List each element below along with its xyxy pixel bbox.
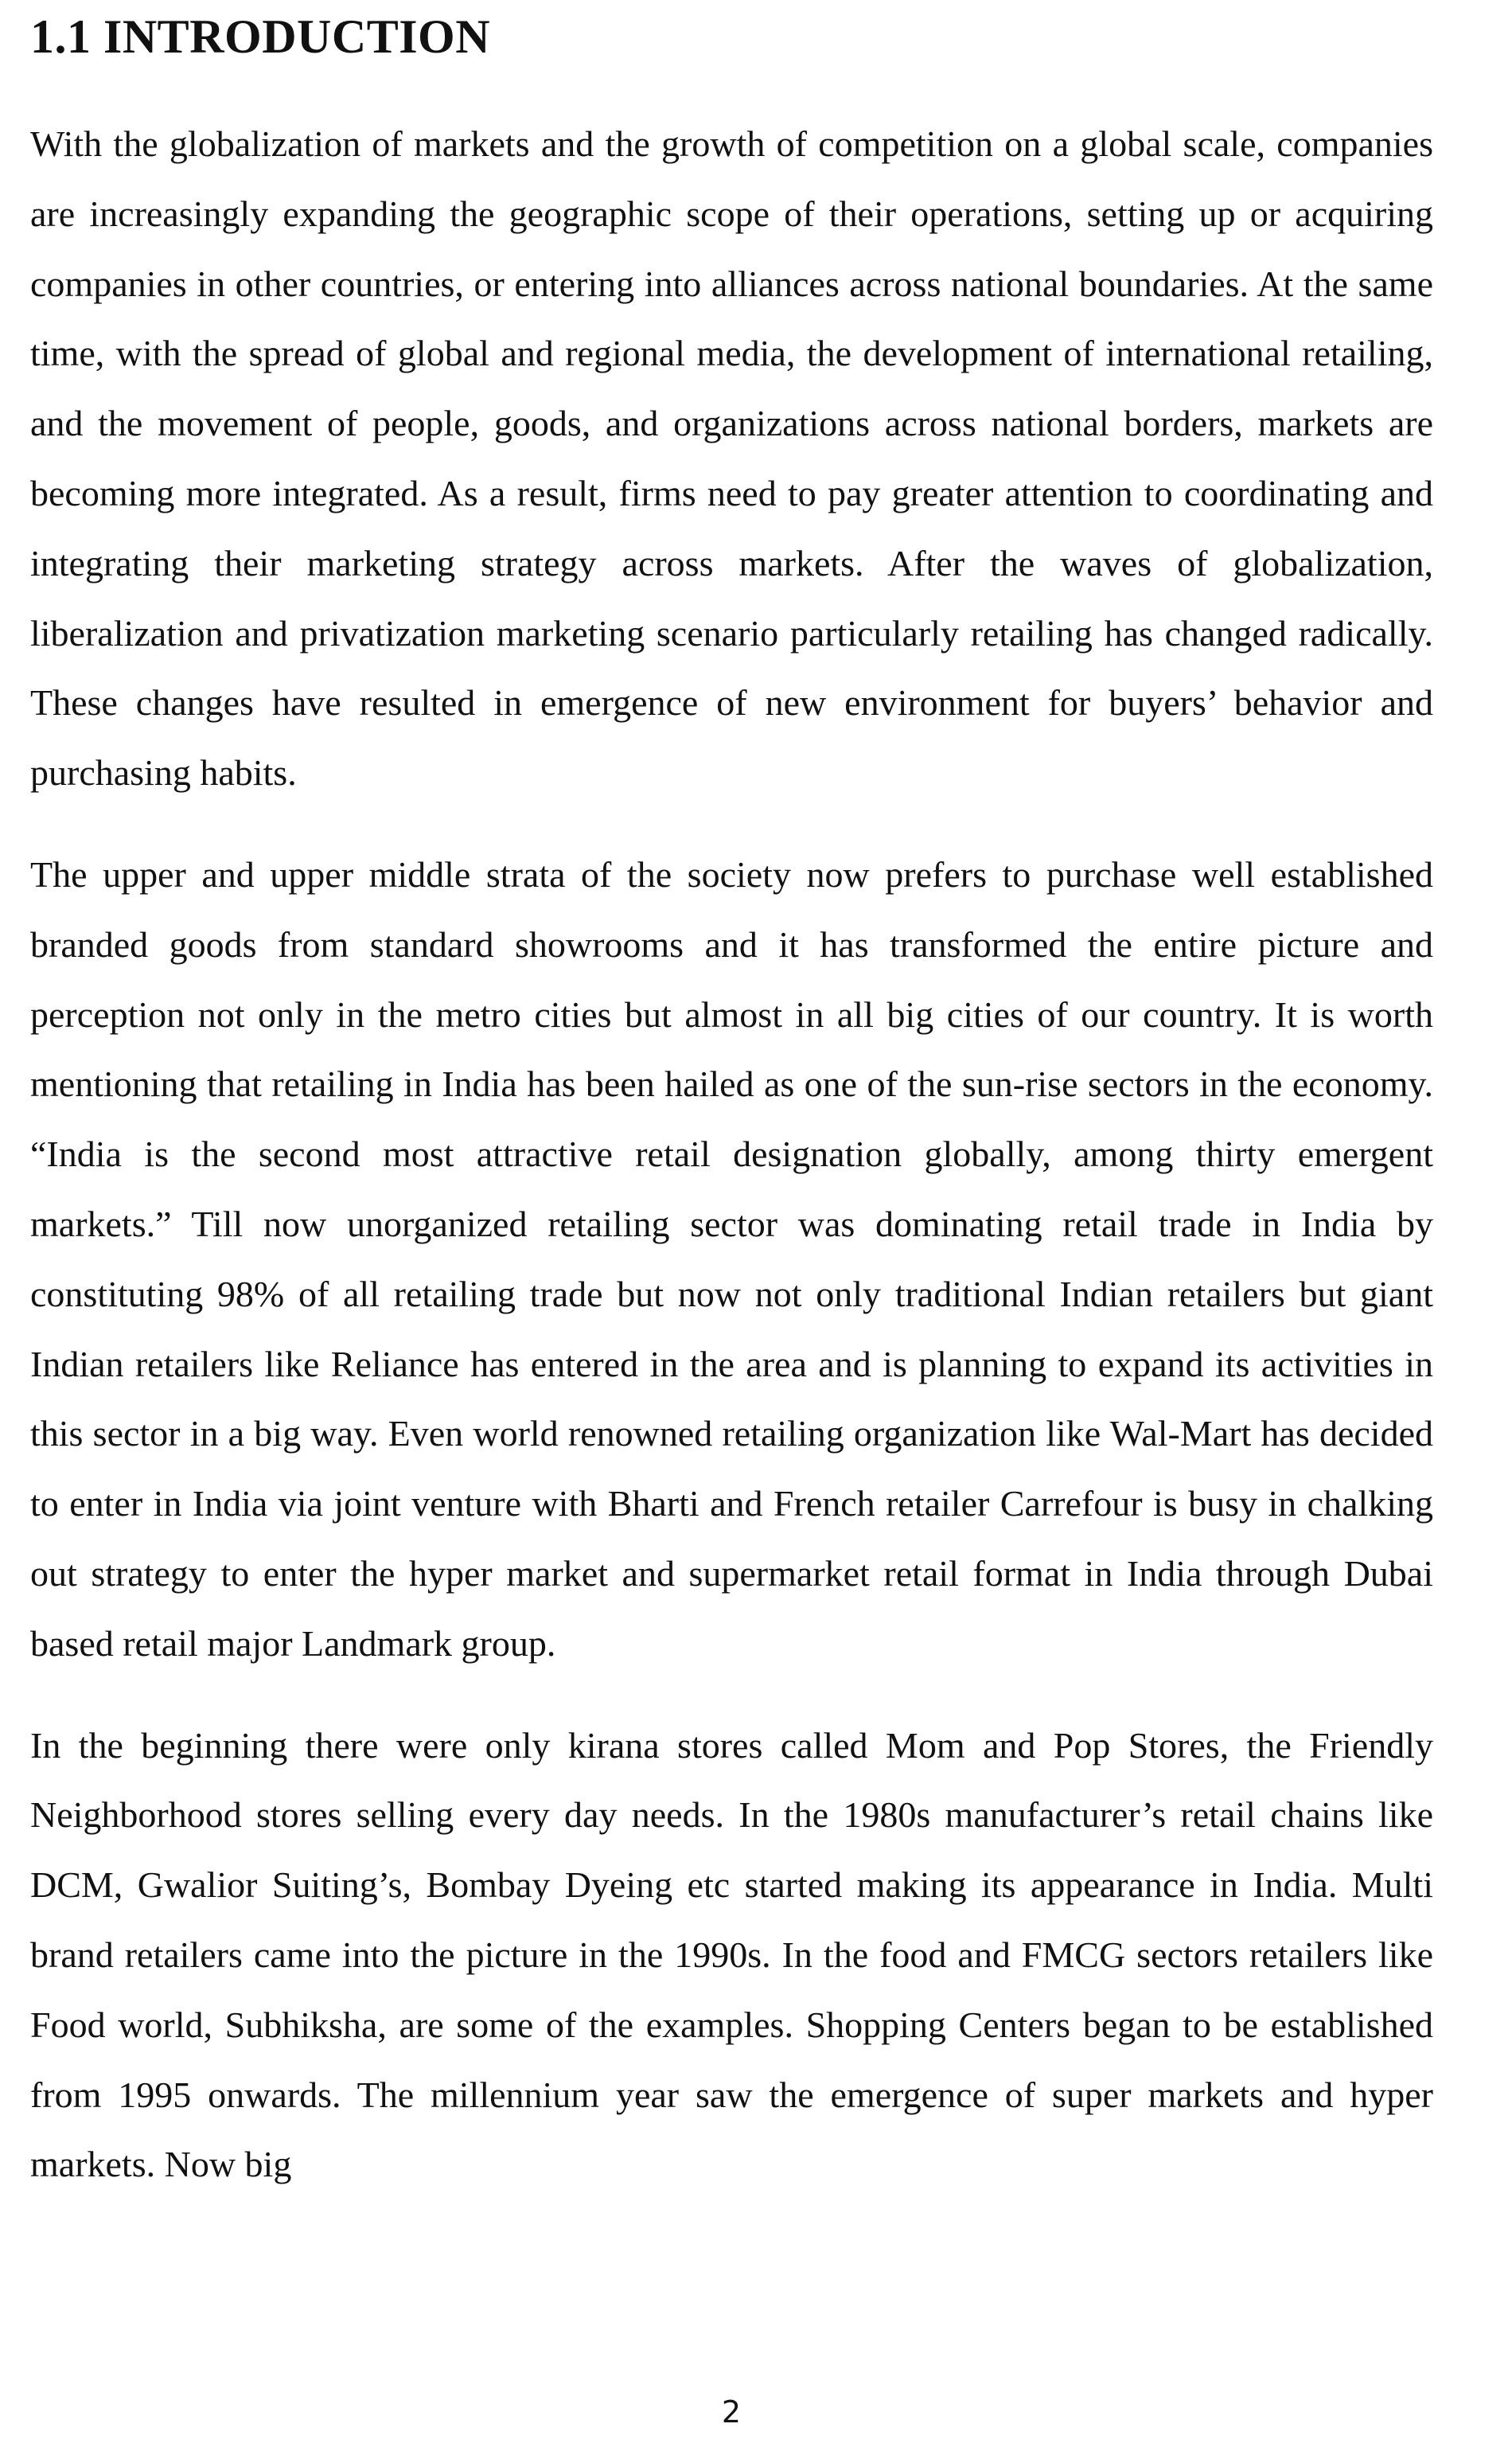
paragraph-retail-history: In the beginning there were only kirana stores called Mom and Pop Stores, the Friendly Neighborhood stores selling every day needs. In the 1980s manufacturer’s retail chains like DCM, Gwalior Suiting’s, Bombay Dyeing etc started making its appearance in India. Multi brand retailers came into the picture in the 1990s. In the food and FMCG sectors retailers like Food world, Subhiksha, are some of the examples. Shopping Centers began to be established from 1995 onwards. The millennium year saw the emergence of super markets and hyper markets. Now big <box>30 1724 1433 2185</box>
paragraph-globalization: With the globalization of markets and the growth of competition on a global scale, companies are increasingly expanding the geographic scope of their operations, setting up or acquiring companies in other countries, or entering into alliances across national boundaries. At the same time, with the spread of global and regional media, the development of international retailing, and the movement of people, goods, and organizations across national borders, markets are becoming more integrated. As a result, firms need to pay greater attention to coordinating and integrating their marketing strategy across markets. After the waves of globalization, liberalization and privatization marketing scenario particularly retailing has changed radically. These changes have resulted in emergence of new environment for buyers’ behavior and purchasing habits. <box>30 123 1433 794</box>
section-heading: 1.1 INTRODUCTION <box>30 10 491 63</box>
page-number: 2 <box>721 2394 742 2430</box>
paragraph-retail-india: The upper and upper middle strata of the society now prefers to purchase well established branded goods from standard showrooms and it has transformed the entire picture and perception not only in the metro cities but almost in all big cities of our country. It is worth mentioning that retailing in India has been hailed as one of the sun-rise sectors in the economy. “India is the second most attractive retail designation globally, among thirty emergent markets.” Till now unorganized retailing sector was dominating retail trade in India by constituting 98% of all retailing trade but now not only traditional Indian retailers but giant Indian retailers like Reliance has entered in the area and is planning to expand its activities in this sector in a big way. Even world renowned retailing organization like Wal-Mart has decided to enter in India via joint venture with Bharti and French retailer Carrefour is busy in chalking out strategy to enter the hyper market and supermarket retail format in India through Dubai based retail major Landmark group. <box>30 853 1433 1664</box>
document-page <box>30 0 1433 2199</box>
